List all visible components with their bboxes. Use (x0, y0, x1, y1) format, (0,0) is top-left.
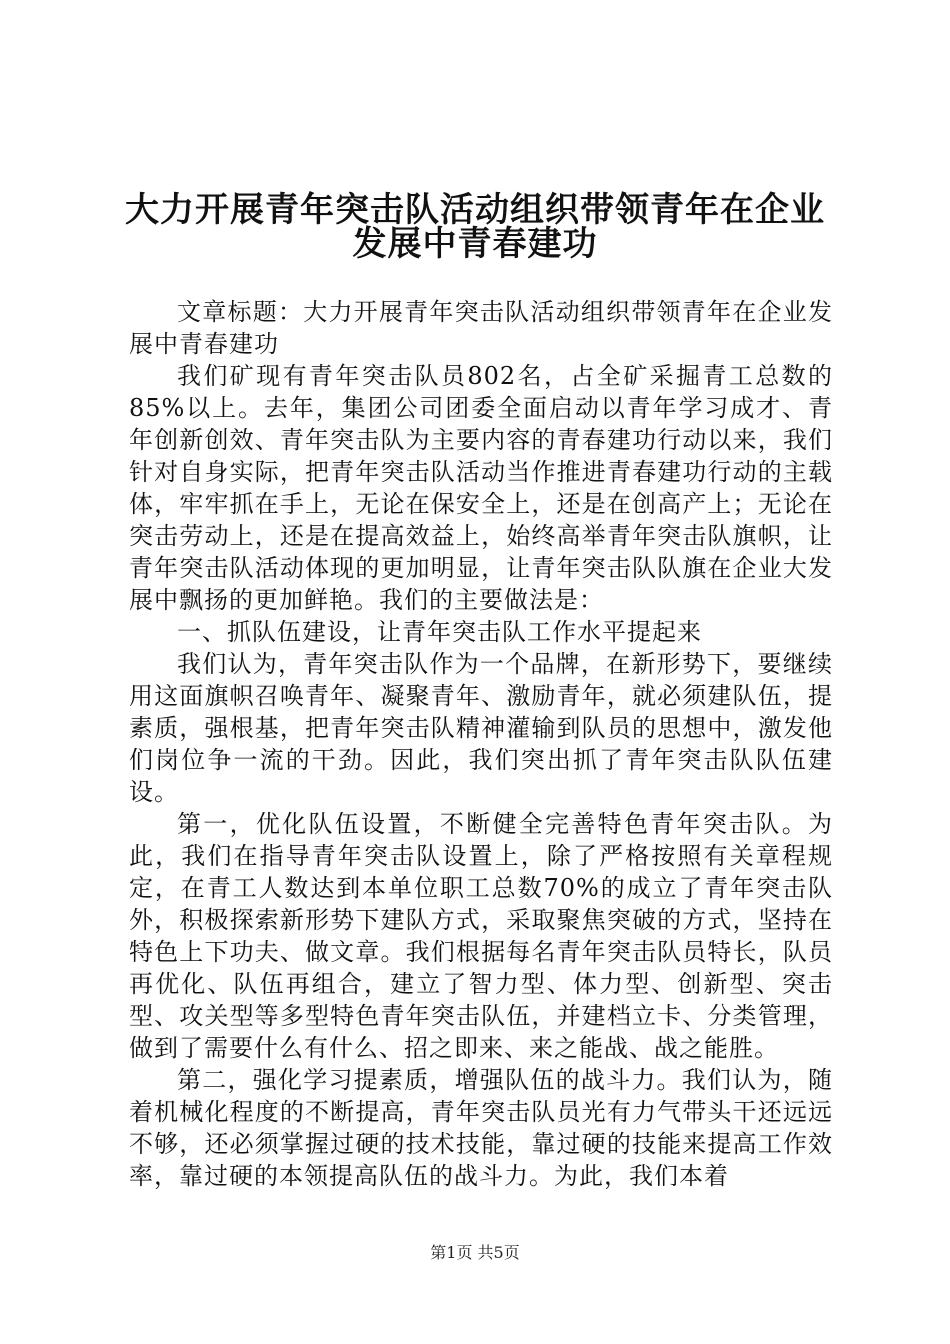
page-footer: 第1页 共5页 (430, 1243, 520, 1262)
document-body (129, 296, 833, 1192)
paragraph-article-title: 文章标题：大力开展青年突击队活动组织带领青年在企业发展中青春建功 (129, 298, 833, 358)
paragraph-section-1: 我们认为，青年突击队作为一个品牌，在新形势下，要继续用这面旗帜召唤青年、凝聚青年、激励青年，就必须建队伍，提素质，强根基，把青年突击队精神灌输到队员的思想中，激发他们岗位争一流的干劲。因此，我们突出抓了青年突击队队伍建设。 (129, 650, 833, 806)
document-title-line-2: 发展中青春建功 (352, 224, 598, 264)
paragraph-point-2: 第二，强化学习提素质，增强队伍的战斗力。我们认为，随着机械化程度的不断提高，青年突击队员光有力气带头干还远远不够，还必须掌握过硬的技术技能，靠过硬的技能来提高工作效率，靠过硬的本领提高队伍的战斗力。为此，我们本着 (129, 1066, 833, 1190)
document-title-line-1: 大力开展青年突击队活动组织带领青年在企业 (125, 190, 825, 230)
section-heading-1: 一、抓队伍建设，让青年突击队工作水平提起来 (177, 618, 702, 646)
paragraph-point-1: 第一，优化队伍设置，不断健全完善特色青年突击队。为此，我们在指导青年突击队设置上，除了严格按照有关章程规定，在青工人数达到本单位职工总数70%的成立了青年突击队外，积极探索新形势下建队方式，采取聚焦突破的方式，坚持在特色上下功夫、做文章。我们根据每名青年突击队员特长，队员再优化、队伍再组合，建立了智力型、体力型、创新型、突击型、攻关型等多型特色青年突击队伍，并建档立卡、分类管理，做到了需要什么有什么、招之即来、来之能战、战之能胜。 (129, 810, 833, 1062)
paragraph-intro: 我们矿现有青年突击队员802名，占全矿采掘青工总数的85%以上。去年，集团公司团委全面启动以青年学习成才、青年创新创效、青年突击队为主要内容的青春建功行动以来，我们针对自身实际，把青年突击队活动当作推进青春建功行动的主载体，牢牢抓在手上，无论在保安全上，还是在创高产上；无论在突击劳动上，还是在提高效益上，始终高举青年突击队旗帜，让青年突击队活动体现的更加明显，让青年突击队队旗在企业大发展中飘扬的更加鲜艳。我们的主要做法是： (129, 362, 833, 614)
